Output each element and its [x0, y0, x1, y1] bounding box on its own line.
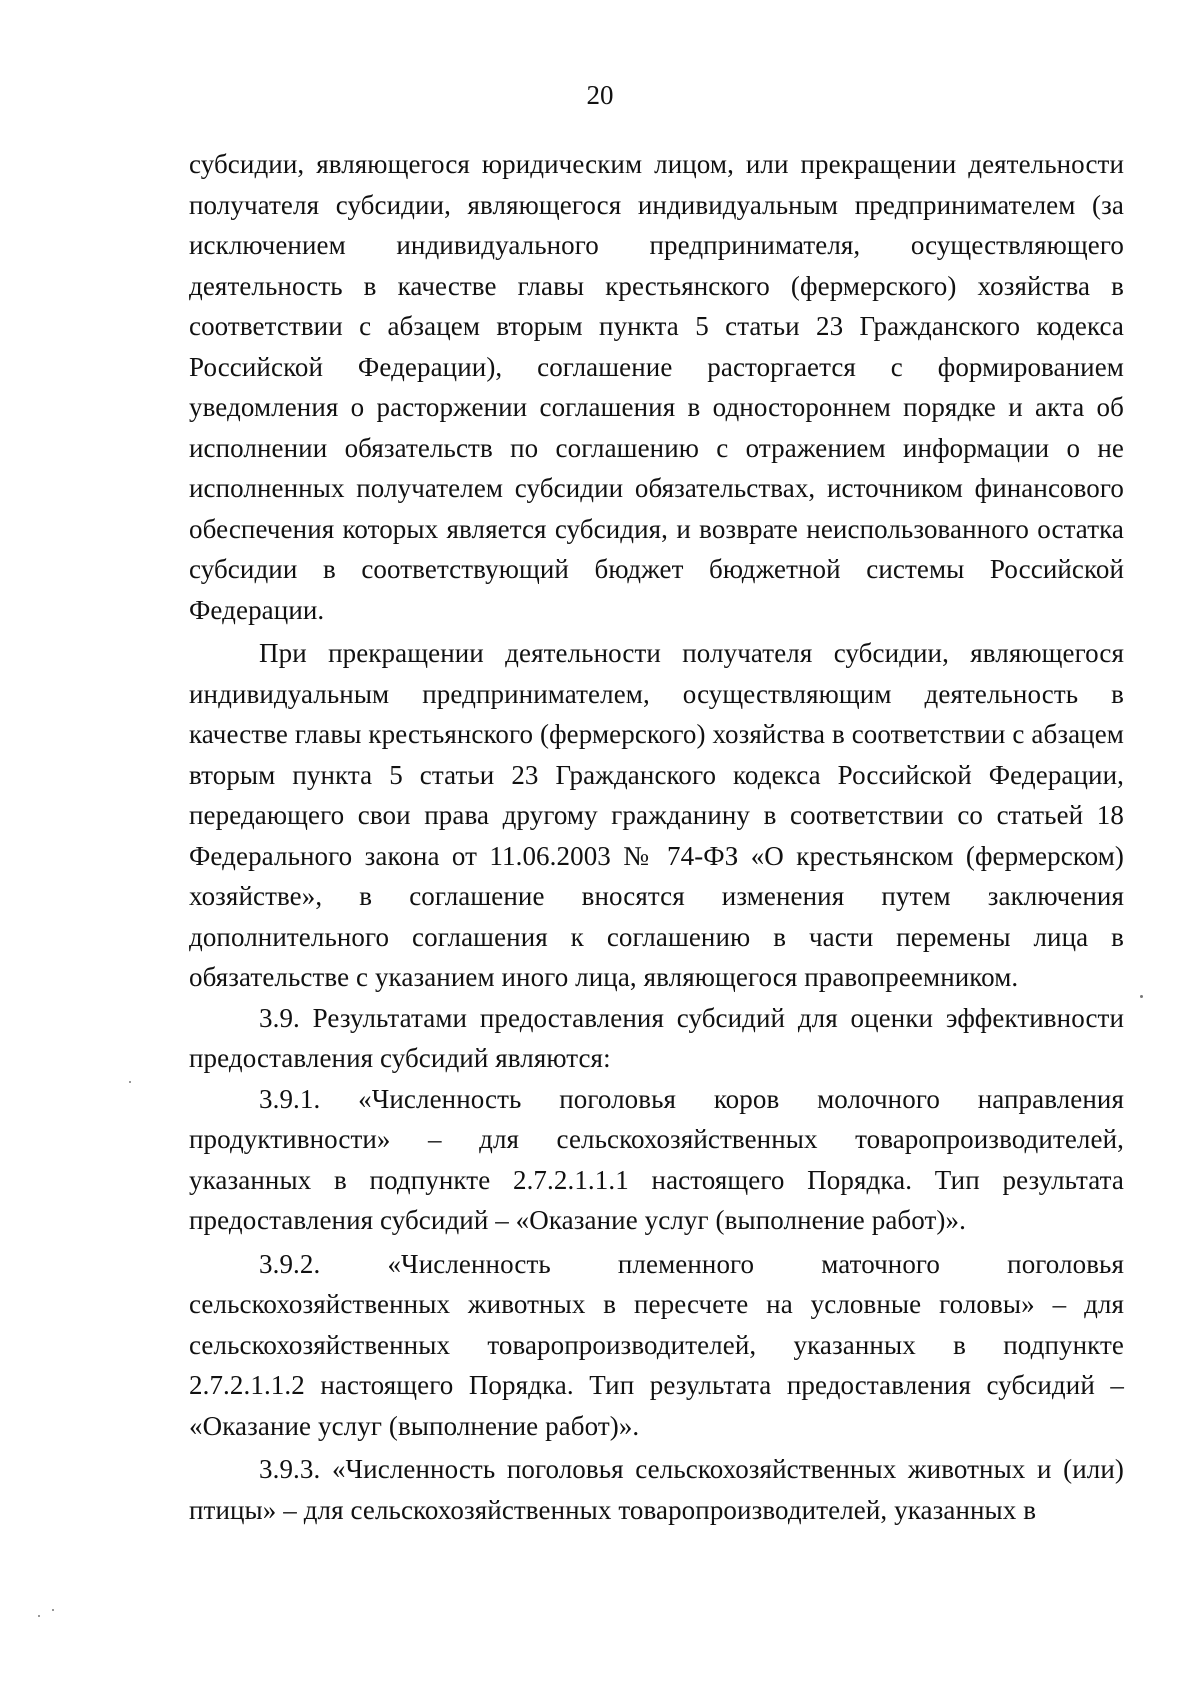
paragraph-farm-termination: При прекращении деятельности получателя субсидии, являющегося индивидуальным предпринимателем, осуществляющим деятельность в качестве главы крестьянского (фермерского) хозяйства в соответствии с абзацем вторым пункта 5 статьи 23 Гражданского кодекса Российской Федерации, передающего свои права другому гражданину в соответствии со статьей 18 Федерального закона от 11.06.2003 № 74-ФЗ «О крестьянском (фермерском) хозяйстве», в соглашение вносятся изменения путем заключения дополнительного соглашения к соглашению в части перемены лица в обязательстве с указанием иного лица, являющегося правопреемником. — [189, 638, 1124, 992]
scan-speck — [52, 1609, 54, 1611]
paragraph-clause-3-9-2: 3.9.2. «Численность племенного маточного поголовья сельскохозяйственных животных в пересчете на условные головы» – для сельскохозяйственных товаропроизводителей, указанных в подпункте 2.7.2.1.1.2 настоящего Порядка. Тип результата предоставления субсидий – «Оказание услуг (выполнение работ)». — [189, 1248, 1124, 1441]
paragraph-continuation: субсидии, являющегося юридическим лицом, или прекращении деятельности получателя субсидии, являющегося индивидуальным предпринимателем (за исключением индивидуального предпринимателя, осуществляющего деятельность в качестве главы крестьянского (фермерского) хозяйства в соответствии с абзацем вторым пункта 5 статьи 23 Гражданского кодекса Российской Федерации), соглашение расторгается с формированием уведомления о расторжении соглашения в одностороннем порядке и акта об исполнении обязательств по соглашению с отражением информации о не исполненных получателем субсидии обязательствах, источником финансового обеспечения которых является субсидия, и возврате неиспользованного остатка субсидии в соответствующий бюджет бюджетной системы Российской Федерации. — [189, 149, 1124, 625]
paragraph-clause-3-9: 3.9. Результатами предоставления субсидий для оценки эффективности предоставления субсидий являются: — [189, 1002, 1124, 1073]
page-number: 20 — [586, 80, 614, 110]
document-body — [189, 144, 1124, 1530]
paragraph-clause-3-9-3: 3.9.3. «Численность поголовья сельскохозяйственных животных и (или) птицы» – для сельскохозяйственных товаропроизводителей, указанных в — [189, 1454, 1124, 1525]
scan-speck — [1140, 995, 1143, 998]
scan-speck — [129, 1081, 131, 1083]
scan-speck — [38, 1615, 40, 1617]
paragraph-clause-3-9-1: 3.9.1. «Численность поголовья коров молочного направления продуктивности» – для сельскохозяйственных товаропроизводителей, указанных в подпункте 2.7.2.1.1.1 настоящего Порядка. Тип результата предоставления субсидий – «Оказание услуг (выполнение работ)». — [189, 1083, 1124, 1235]
